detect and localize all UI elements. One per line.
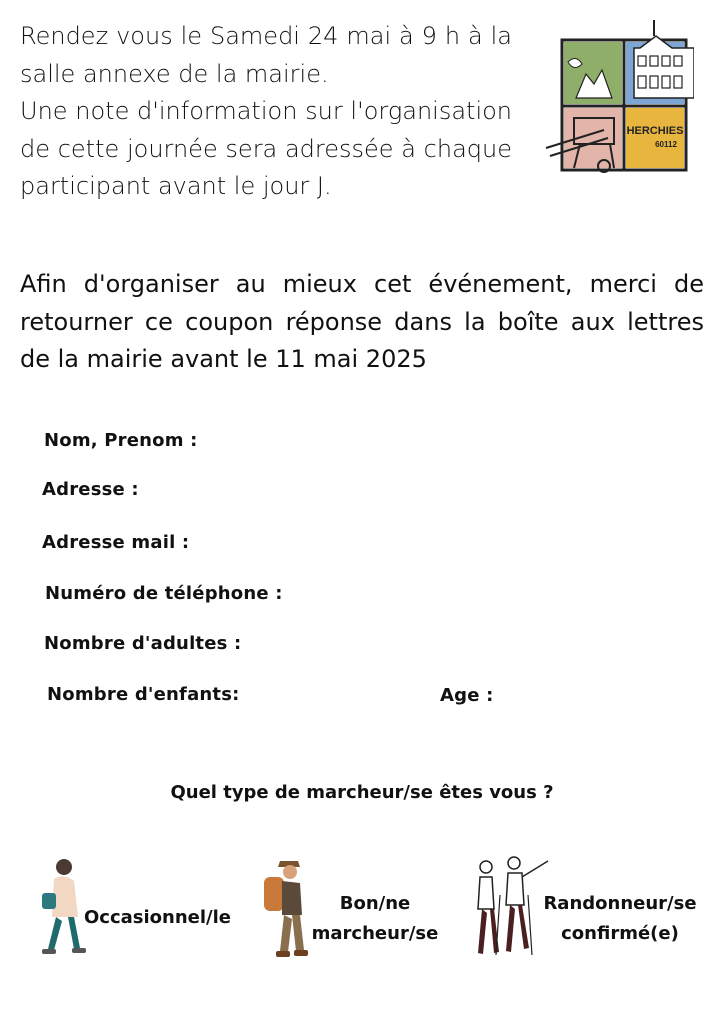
enfants-label: Nombre d'enfants: (47, 684, 240, 705)
intro-paragraph (20, 18, 512, 206)
confirmed-walker-label-line1: Randonneur/se (543, 893, 697, 914)
nom-prenom-label: Nom, Prenom : (44, 430, 198, 451)
adultes-label: Nombre d'adultes : (44, 633, 242, 654)
logo-postcode: 60112 (655, 140, 677, 149)
intro-info-text: Une note d'information sur l'organisation de cette journée sera adressée à chaque participant avant le jour J. (20, 97, 512, 200)
good-walker-label-line1: Bon/ne (339, 893, 411, 914)
good-walker-label (310, 889, 440, 949)
adresse-mail-label: Adresse mail : (42, 532, 190, 553)
confirmed-walker-label-line2: confirmé(e) (561, 923, 679, 944)
good-walker-label-line2: marcheur/se (311, 923, 439, 944)
occasional-walker-label: Occasionnel/le (84, 907, 231, 928)
logo-town-name: HERCHIES (626, 125, 684, 137)
notice-paragraph: Afin d'organiser au mieux cet événement, merci de retourner ce coupon réponse dans la boîte aux lettres de la mairie avant le 11 mai 2025 (20, 270, 704, 373)
age-label: Age : (440, 685, 494, 706)
confirmed-walker-label (540, 889, 700, 949)
telephone-label: Numéro de téléphone : (45, 583, 283, 604)
adresse-label: Adresse : (42, 479, 139, 500)
good-walker-icon (262, 855, 312, 961)
occasional-walker-icon (34, 855, 90, 959)
herchies-logo (544, 18, 694, 178)
intro-meeting-text: Rendez vous le Samedi 24 mai à 9 h à la salle annexe de la mairie. (20, 22, 512, 88)
walker-type-question: Quel type de marcheur/se êtes vous ? (170, 782, 554, 803)
